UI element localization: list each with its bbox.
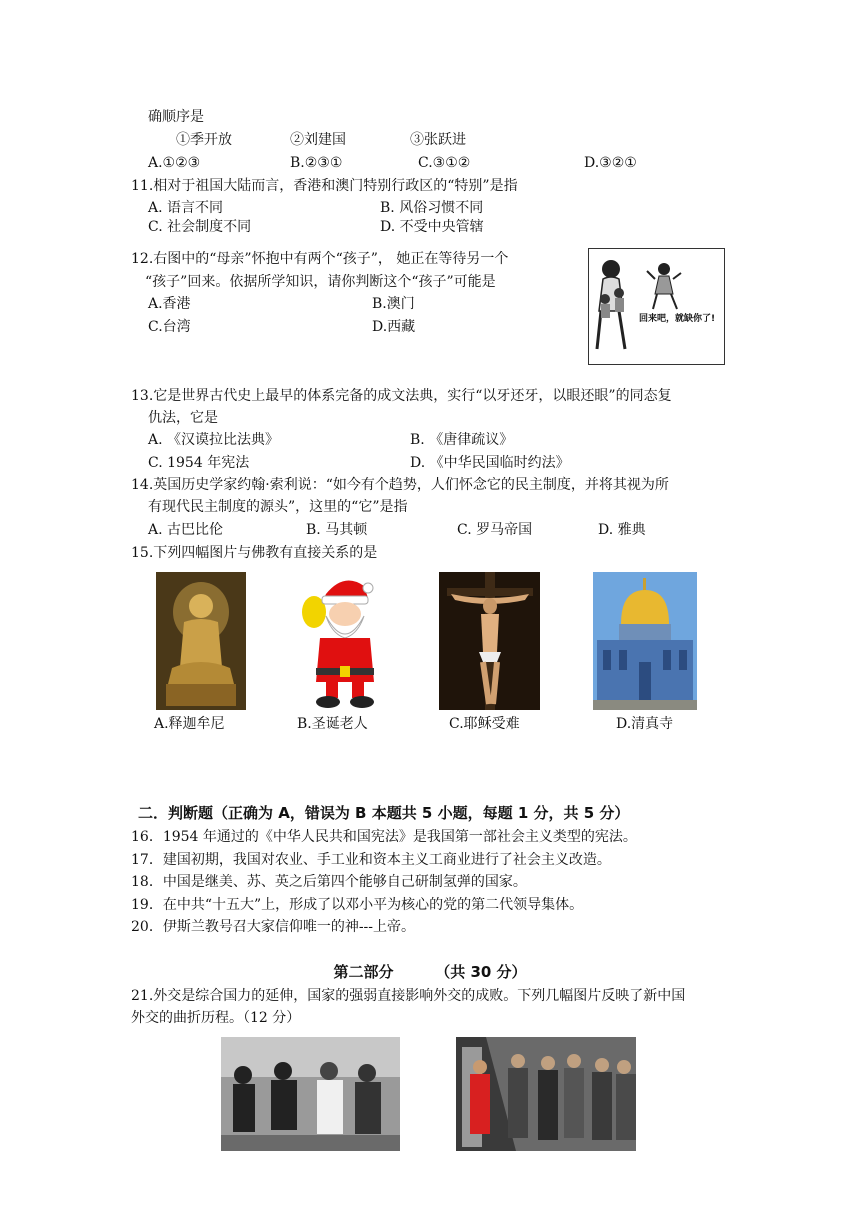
q10-option-c: C.③①② [418, 155, 471, 171]
q10-item-1: ①季开放 [176, 132, 232, 148]
q13-option-d: D. 《中华民国临时约法》 [410, 455, 570, 471]
q11-option-c: C. 社会制度不同 [148, 219, 252, 235]
q14-option-b: B. 马其顿 [306, 522, 368, 538]
judge-item-16: 16．1954 年通过的《中华人民共和国宪法》是我国第一部社会主义类型的宪法。 [131, 829, 637, 845]
q14-option-c: C. 罗马帝国 [457, 522, 533, 538]
q15-caption-d: D.清真寺 [616, 716, 674, 732]
q21-line-1: 21.外交是综合国力的延伸，国家的强弱直接影响外交的成败。下列几幅图片反映了新中国 [131, 988, 686, 1004]
judge-item-19: 19．在中共“十五大”上，形成了以邓小平为核心的党的第二代领导集体。 [131, 897, 584, 913]
judge-item-18: 18．中国是继美、苏、英之后第四个能够自己研制氢弹的国家。 [131, 874, 527, 890]
q12-option-c: C.台湾 [148, 319, 191, 335]
q14-option-a: A. 古巴比伦 [148, 522, 224, 538]
airport-greeting-photo-icon [456, 1037, 636, 1151]
q15-caption-c: C.耶稣受难 [449, 716, 520, 732]
santa-claus-icon [298, 572, 390, 710]
mother-children-cartoon-icon [589, 249, 724, 364]
judge-item-17: 17．建国初期，我国对农业、手工业和资本主义工商业进行了社会主义改造。 [131, 852, 611, 868]
q11-option-d: D. 不受中央管辖 [380, 219, 484, 235]
q10-option-b: B.②③① [290, 155, 343, 171]
q14-option-d: D. 雅典 [598, 522, 646, 538]
diplomacy-photo-2 [456, 1037, 636, 1151]
q10-item-2: ②刘建国 [290, 132, 346, 148]
crucifixion-image [439, 572, 540, 710]
q13-option-c: C. 1954 年宪法 [148, 455, 250, 471]
q13-stem-2: 仇法，它是 [148, 410, 218, 426]
q13-stem-1: 13.它是世界古代史上最早的体系完备的成文法典，实行“以牙还牙，以眼还眼”的同态复 [131, 388, 672, 404]
q14-stem-1: 14.英国历史学家约翰·索利说：“如今有个趋势，人们怀念它的民主制度，并将其视为所 [131, 477, 669, 493]
q13-option-b: B. 《唐律疏议》 [410, 432, 514, 448]
q12-cartoon-image [588, 248, 725, 365]
section2-title: 二．判断题（正确为 A，错误为 B 本题共 5 小题，每题 1 分，共 5 分） [138, 804, 630, 822]
q15-stem: 15.下列四幅图片与佛教有直接关系的是 [131, 545, 378, 561]
q10-text: 确顺序是 [148, 109, 204, 125]
q14-stem-2: 有现代民主制度的源头”，这里的“它”是指 [148, 499, 408, 515]
q13-option-a: A. 《汉谟拉比法典》 [148, 432, 280, 448]
q12-option-b: B.澳门 [372, 296, 415, 312]
buddha-image [156, 572, 246, 710]
q15-caption-a: A.释迦牟尼 [154, 716, 225, 732]
diplomacy-photo-1 [221, 1037, 400, 1151]
mosque-icon [593, 572, 697, 710]
buddha-icon [156, 572, 246, 710]
q21-line-2: 外交的曲折历程。（12 分） [131, 1010, 301, 1026]
q10-option-d: D.③②① [584, 155, 637, 171]
judge-item-20: 20．伊斯兰教号召大家信仰唯一的神---上帝。 [131, 919, 416, 935]
q10-item-3: ③张跃进 [410, 132, 466, 148]
santa-image [298, 572, 390, 710]
q10-option-a: A.①②③ [148, 155, 201, 171]
q12-stem-1: 12.右图中的“母亲”怀抱中有两个“孩子”， 她正在等待另一个 [131, 251, 509, 267]
diplomatic-meeting-photo-icon [221, 1037, 400, 1151]
cartoon-caption: 回来吧，就缺你了! [639, 314, 716, 324]
q11-option-b: B. 风俗习惯不同 [380, 200, 484, 216]
q11-stem: 11.相对于祖国大陆而言，香港和澳门特别行政区的“特别”是指 [131, 178, 518, 194]
q12-option-a: A.香港 [148, 296, 191, 312]
q12-stem-2: “孩子”回来。依据所学知识，请你判断这个“孩子”可能是 [145, 274, 496, 290]
q15-caption-b: B.圣诞老人 [297, 716, 368, 732]
q11-option-a: A. 语言不同 [148, 200, 224, 216]
q12-option-d: D.西藏 [372, 319, 416, 335]
part2-title: 第二部分 （共 30 分） [333, 963, 527, 981]
crucifixion-icon [439, 572, 540, 710]
mosque-image [593, 572, 697, 710]
